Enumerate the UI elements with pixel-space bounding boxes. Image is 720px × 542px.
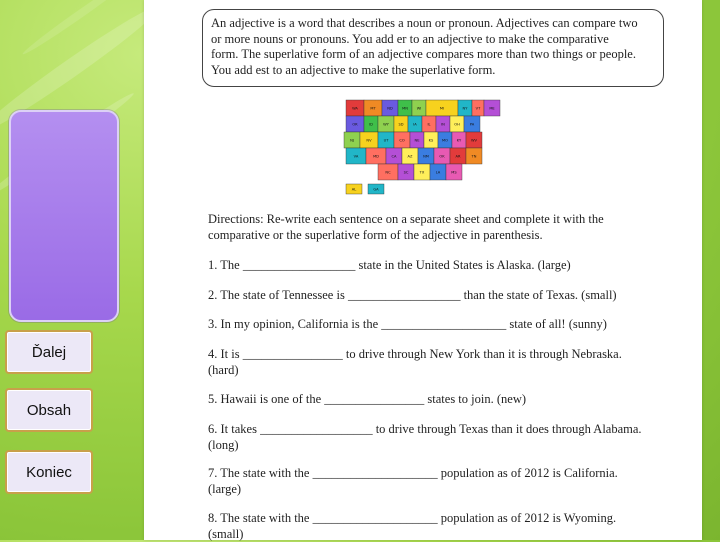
definition-line: or more nouns or pronouns. You add er to an adjective to make the comparative — [211, 31, 609, 46]
map-state-label: TX — [419, 170, 425, 175]
map-state-label: MN — [402, 106, 408, 111]
question-4: 4. It is ________________ to drive through New York than it is through Nebraska. (hard) — [208, 347, 622, 377]
map-state-label: MI — [439, 106, 445, 111]
map-state-label: WV — [470, 138, 478, 143]
map-state-label: NV — [366, 138, 372, 143]
map-state-label: NJ — [350, 138, 354, 143]
next-button[interactable]: Ďalej — [5, 330, 93, 374]
definition-line: You add est to an adjective to make the superlative form. — [211, 62, 496, 77]
question-1: 1. The __________________ state in the United States is Alaska. (large) — [208, 258, 571, 272]
map-state-label: IA — [413, 122, 417, 127]
map-state-label: MO — [442, 138, 448, 143]
map-state-label: AL — [351, 187, 357, 192]
map-state-label: SC — [403, 170, 409, 175]
map-state-label: NE — [414, 138, 420, 143]
map-state-label: TN — [471, 154, 477, 159]
question-2: 2. The state of Tennessee is __________________ than the state of Texas. (small) — [208, 288, 617, 302]
map-state-label: OR — [352, 122, 358, 127]
definition-text — [211, 16, 663, 78]
sidebar-panel — [9, 110, 119, 322]
map-state-label: KY — [456, 138, 462, 143]
map-state-label: SD — [398, 122, 404, 127]
map-state-label: NC — [385, 170, 391, 175]
map-state-label: NY — [462, 106, 468, 111]
map-state-label: MT — [370, 106, 376, 111]
question-6: 6. It takes __________________ to drive through Texas than it does through Alabama. (long) — [208, 422, 642, 452]
question-3: 3. In my opinion, California is the ____________________ state of all! (sunny) — [208, 317, 607, 331]
definition-box — [202, 9, 664, 87]
map-state-label: OK — [439, 154, 445, 159]
map-state-label: AR — [455, 154, 461, 159]
map-state-label: IN — [441, 122, 445, 127]
map-state-label: IL — [427, 122, 431, 127]
end-button[interactable]: Koniec — [5, 450, 93, 494]
map-state-label: NM — [423, 154, 429, 159]
map-state-label: CO — [399, 138, 405, 143]
worksheet-document — [144, 0, 702, 540]
map-state-label: AZ — [407, 154, 413, 159]
map-state-label: VA — [353, 154, 359, 159]
definition-line: form. The superlative form of an adjective compares more than two things or people. — [211, 47, 636, 61]
map-state-label: WA — [352, 106, 358, 111]
map-state-label: MS — [451, 170, 457, 175]
directions-text: Directions: Re-write each sentence on a separate sheet and complete it with the comparative or the superlative form of the adjective in parenthesis. — [208, 212, 604, 242]
map-state-label: CA — [391, 154, 397, 159]
us-states-map — [338, 96, 504, 196]
map-state-label: ME — [489, 106, 495, 111]
map-state-label: PA — [469, 122, 475, 127]
question-7: 7. The state with the ____________________ population as of 2012 is California. (large) — [208, 466, 618, 496]
map-state-label: VT — [475, 106, 481, 111]
map-state-label: ID — [369, 122, 373, 127]
question-5: 5. Hawaii is one of the ________________ states to join. (new) — [208, 392, 527, 406]
map-state-label: LA — [435, 170, 441, 175]
map-state-label: WI — [416, 106, 422, 111]
map-state-label: GA — [373, 187, 379, 192]
map-state-label: KS — [428, 138, 434, 143]
contents-button[interactable]: Obsah — [5, 388, 93, 432]
map-state-label: OH — [454, 122, 460, 127]
definition-line: An adjective is a word that describes a noun or pronoun. Adjectives can compare two — [211, 16, 638, 30]
question-8: 8. The state with the ____________________ population as of 2012 is Wyoming. (small) — [208, 511, 617, 541]
map-state-label: MD — [373, 154, 379, 159]
map-state-label: WY — [383, 122, 389, 127]
map-state-label: UT — [383, 138, 389, 143]
map-state-label: ND — [387, 106, 393, 111]
